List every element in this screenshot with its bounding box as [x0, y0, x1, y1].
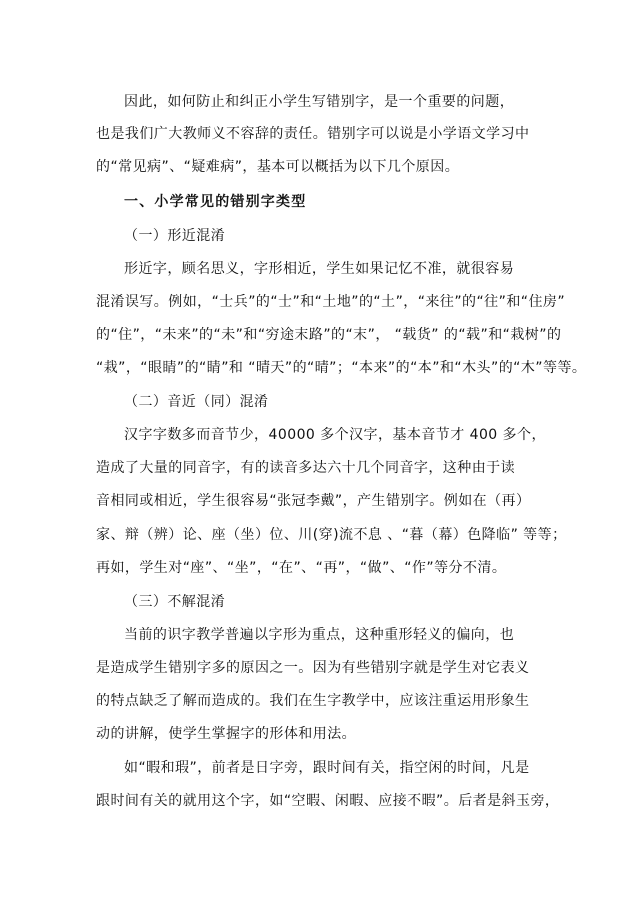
- paragraph-line: 是造成学生错别字多的原因之一。因为有些错别字就是学生对它表义: [96, 660, 530, 676]
- paragraph-line: 也是我们广大教师义不容辞的责任。错别字可以说是小学语文学习中: [96, 126, 530, 142]
- paragraph-line: 的“常见病”、“疑难病”，基本可以概括为以下几个原因。: [96, 159, 460, 175]
- paragraph-line: 形近字，顾名思义，字形相近，学生如果记忆不准，就很容易: [124, 261, 515, 277]
- paragraph-line: 再如，学生对“座”、“坐”，“在”、“再”，“做”、“作”等分不清。: [96, 560, 507, 576]
- paragraph-line: 动的讲解，使学生掌握字的形体和用法。: [96, 726, 357, 742]
- paragraph-line: 汉字字数多而音节少，40000 多个汉字，基本音节才 400 多个，: [124, 427, 546, 443]
- paragraph-line: 因此，如何防止和纠正小学生写错别字，是一个重要的问题，: [124, 94, 515, 110]
- paragraph-line: 造成了大量的同音字，有的读音多达六十几个同音字，这种由于读: [96, 460, 516, 476]
- paragraph-line: 跟时间有关的就用这个字，如“空暇、闲暇、应接不暇”。后者是斜玉旁，: [96, 793, 560, 809]
- paragraph-line: “栽”，“眼睛”的“睛”和 “晴天”的“晴”；“本来”的“本”和“木头”的“木”等等。: [96, 360, 587, 376]
- paragraph-line: 家、辩（辨）论、座（坐）位、川(穿)流不息 、“暮（幕）色降临” 等等；: [96, 527, 567, 543]
- paragraph-line: 的“住”，“未来”的“未”和“穷途末路”的“末”， “载货” 的“载”和“栽树”的: [96, 327, 562, 343]
- paragraph-line: 混淆误写。例如，“士兵”的“士”和“土地”的“土”，“来往”的“往”和“住房”: [96, 294, 566, 310]
- subsection-heading: （二）音近（同）混淆: [124, 394, 269, 410]
- paragraph-line: 如“暇和瑕”，前者是日字旁，跟时间有关，指空闲的时间，凡是: [124, 760, 530, 776]
- paragraph-line: 当前的识字教学普遍以字形为重点，这种重形轻义的偏向，也: [124, 627, 515, 643]
- paragraph-line: 的特点缺乏了解而造成的。我们在生字教学中，应该注重运用形象生: [96, 693, 530, 709]
- subsection-heading: （一）形近混淆: [124, 228, 226, 244]
- subsection-heading: （三）不解混淆: [124, 594, 226, 610]
- section-heading: 一、小学常见的错别字类型: [124, 194, 307, 210]
- paragraph-line: 音相同或相近，学生很容易“张冠李戴”，产生错别字。例如在（再）: [96, 493, 531, 509]
